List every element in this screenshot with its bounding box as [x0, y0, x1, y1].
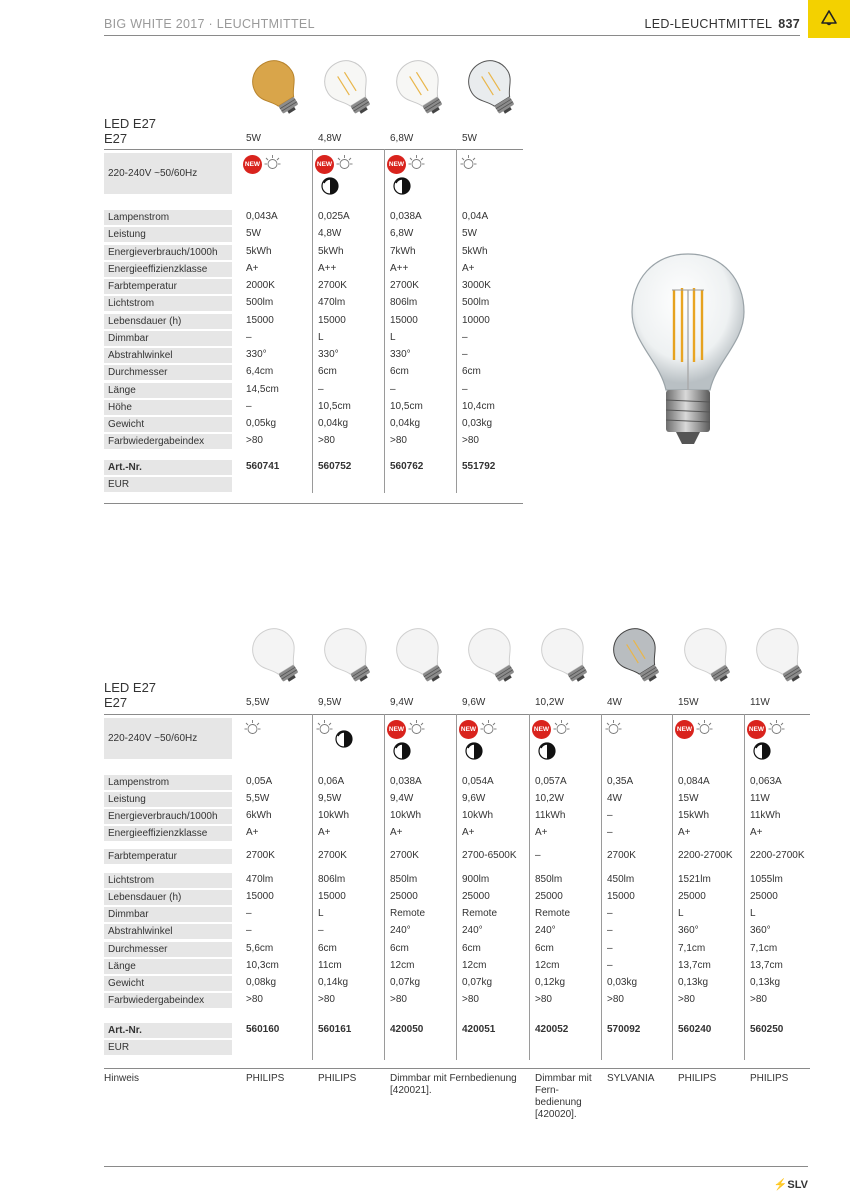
voltage-label: 220-240V ~50/60Hz: [104, 718, 232, 759]
watt-value: 5,5W: [246, 697, 270, 708]
spec-value: 0,038A: [390, 776, 422, 787]
spec-value: 6cm: [462, 366, 481, 377]
spec-value: 12cm: [535, 960, 560, 971]
dimmable-icon: [321, 177, 339, 195]
bolt-icon: ⚡: [773, 1179, 788, 1191]
dimmable-icon: [393, 177, 411, 195]
article-number: 420052: [535, 1024, 569, 1035]
watt-value: 5W: [246, 133, 261, 144]
light-angle-icon: [768, 719, 785, 736]
watt-value: 5W: [462, 133, 477, 144]
spec-value: 0,05kg: [246, 418, 277, 429]
spec-label: Abstrahlwinkel: [104, 924, 232, 939]
watt-value: 9,5W: [318, 697, 342, 708]
spec-value: –: [607, 908, 613, 919]
spec-value: A+: [390, 827, 403, 838]
spec-label: Farbwiedergabeindex: [104, 434, 232, 449]
spec-value: >80: [607, 994, 624, 1005]
spec-value: 330°: [318, 349, 339, 360]
spec-value: 6cm: [318, 943, 337, 954]
spec-value: 0,084A: [678, 776, 710, 787]
light-angle-icon: [244, 719, 261, 736]
light-angle-icon: [553, 719, 570, 736]
product-bulb-image: [607, 624, 669, 686]
article-number: 560161: [318, 1024, 352, 1035]
new-badge: NEW: [387, 155, 406, 174]
spec-label: Energieverbrauch/1000h: [104, 809, 232, 824]
spec-label: Lampenstrom: [104, 210, 232, 225]
spec-value: 5kWh: [246, 246, 272, 257]
column-divider: [312, 714, 313, 1060]
spec-value: 10kWh: [318, 810, 350, 821]
spec-label: Durchmesser: [104, 942, 232, 957]
spec-value: >80: [390, 435, 407, 446]
spec-label: Durchmesser: [104, 365, 232, 380]
hero-bulb-image: [628, 250, 748, 448]
column-divider: [456, 149, 457, 493]
spec-value: 2700K: [318, 280, 347, 291]
catalog-section-title: BIG WHITE 2017 · LEUCHTMITTEL: [104, 17, 315, 31]
price-label: EUR: [104, 1040, 232, 1055]
spec-value: 470lm: [318, 297, 346, 308]
spec-value: 2700K: [390, 280, 419, 291]
spec-value: 15000: [318, 315, 346, 326]
spec-value: 2200-2700K: [750, 850, 805, 861]
hint-text: Dimmbar mit Fernbedienung [420021].: [390, 1073, 517, 1096]
watt-value: 4,8W: [318, 133, 342, 144]
spec-label: Abstrahlwinkel: [104, 348, 232, 363]
watt-value: 15W: [678, 697, 699, 708]
spec-value: 360°: [678, 925, 699, 936]
light-angle-icon: [460, 154, 477, 171]
spec-value: 330°: [246, 349, 267, 360]
spec-value: –: [462, 384, 468, 395]
spec-value: 0,054A: [462, 776, 494, 787]
column-divider: [384, 714, 385, 1060]
spec-value: 15000: [390, 315, 418, 326]
spec-value: 12cm: [462, 960, 487, 971]
spec-value: 2700K: [607, 850, 636, 861]
spec-value: 10,3cm: [246, 960, 279, 971]
brand-logo: [774, 1178, 808, 1191]
spec-value: 6,4cm: [246, 366, 274, 377]
spec-value: >80: [462, 435, 479, 446]
product-bulb-image: [750, 624, 812, 686]
light-angle-icon: [696, 719, 713, 736]
spec-value: 5,6cm: [246, 943, 274, 954]
spec-value: L: [750, 908, 756, 919]
light-angle-icon: [408, 154, 425, 171]
column-divider: [529, 714, 530, 1060]
spec-value: 25000: [535, 891, 563, 902]
spec-value: 10,5cm: [390, 401, 423, 412]
dimmable-icon: [335, 730, 353, 748]
hint-label: Hinweis: [104, 1073, 140, 1084]
voltage-label: 220-240V ~50/60Hz: [104, 153, 232, 194]
new-badge: NEW: [459, 720, 478, 739]
dimmable-icon: [393, 742, 411, 760]
column-divider: [672, 714, 673, 1060]
spec-label: Farbtemperatur: [104, 849, 232, 864]
product-bulb-image: [246, 624, 308, 686]
column-divider: [601, 714, 602, 1060]
lamp-icon: [819, 9, 839, 27]
spec-value: 15000: [607, 891, 635, 902]
spec-value: –: [318, 384, 324, 395]
spec-value: 0,063A: [750, 776, 782, 787]
spec-value: 15W: [678, 793, 699, 804]
product-socket: E27: [104, 695, 128, 710]
spec-value: A++: [318, 263, 337, 274]
spec-value: 6cm: [390, 366, 409, 377]
table-top-rule: [104, 149, 523, 150]
spec-value: 240°: [390, 925, 411, 936]
spec-value: 11kWh: [750, 810, 781, 821]
spec-value: 5W: [462, 228, 477, 239]
spec-value: 2700-6500K: [462, 850, 517, 861]
new-badge: NEW: [532, 720, 551, 739]
article-number: 551792: [462, 461, 496, 472]
spec-value: 15kWh: [678, 810, 710, 821]
spec-value: 0,06A: [318, 776, 345, 787]
spec-value: A+: [318, 827, 331, 838]
spec-value: –: [246, 908, 252, 919]
brand-text: SLV: [787, 1179, 808, 1191]
watt-value: 11W: [750, 697, 770, 708]
product-socket: E27: [104, 131, 128, 146]
spec-value: 10000: [462, 315, 490, 326]
product-bulb-image: [318, 624, 380, 686]
spec-value: 25000: [750, 891, 778, 902]
spec-label: Farbtemperatur: [104, 279, 232, 294]
spec-label: Leistung: [104, 792, 232, 807]
spec-value: 11W: [750, 793, 770, 804]
spec-label: Lebensdauer (h): [104, 890, 232, 905]
column-divider: [456, 714, 457, 1060]
spec-value: >80: [750, 994, 767, 1005]
spec-value: 330°: [390, 349, 411, 360]
hint-text: SYLVANIA: [607, 1073, 655, 1084]
spec-value: 360°: [750, 925, 771, 936]
hint-text: PHILIPS: [318, 1073, 357, 1084]
spec-value: A+: [246, 827, 259, 838]
spec-value: >80: [678, 994, 695, 1005]
spec-value: 10kWh: [462, 810, 494, 821]
article-number-label: Art.-Nr.: [104, 460, 232, 475]
hint-text: PHILIPS: [750, 1073, 789, 1084]
spec-label: Länge: [104, 959, 232, 974]
product-table-1: [104, 50, 524, 510]
spec-value: 0,04A: [462, 211, 489, 222]
spec-value: 850lm: [390, 874, 418, 885]
spec-value: 6cm: [535, 943, 554, 954]
hint-text: PHILIPS: [246, 1073, 285, 1084]
spec-value: –: [318, 925, 324, 936]
light-angle-icon: [316, 719, 333, 736]
spec-value: 15000: [246, 315, 274, 326]
light-angle-icon: [264, 154, 281, 171]
spec-label: Höhe: [104, 400, 232, 415]
spec-value: L: [678, 908, 684, 919]
spec-label: Farbwiedergabeindex: [104, 993, 232, 1008]
spec-value: A+: [535, 827, 548, 838]
spec-value: 14,5cm: [246, 384, 279, 395]
spec-value: 0,07kg: [390, 977, 421, 988]
spec-value: 0,04kg: [318, 418, 349, 429]
spec-value: –: [607, 943, 613, 954]
spec-value: Remote: [462, 908, 498, 919]
spec-value: 10,2W: [535, 793, 564, 804]
spec-label: Gewicht: [104, 417, 232, 432]
spec-value: A+: [750, 827, 763, 838]
spec-value: 4,8W: [318, 228, 342, 239]
spec-value: 240°: [462, 925, 483, 936]
spec-value: 10,4cm: [462, 401, 495, 412]
article-number: 420050: [390, 1024, 424, 1035]
spec-value: 5W: [246, 228, 261, 239]
spec-value: 0,12kg: [535, 977, 566, 988]
spec-value: 6kWh: [246, 810, 272, 821]
spec-label: Dimmbar: [104, 331, 232, 346]
spec-value: >80: [318, 994, 335, 1005]
product-title: LED E27: [104, 680, 157, 695]
spec-label: Lichtstrom: [104, 296, 232, 311]
spec-value: 500lm: [462, 297, 490, 308]
dimmable-icon: [753, 742, 771, 760]
spec-value: 15000: [318, 891, 346, 902]
spec-value: 1055lm: [750, 874, 783, 885]
spec-label: Energieverbrauch/1000h: [104, 245, 232, 260]
spec-value: 500lm: [246, 297, 274, 308]
product-bulb-image: [462, 56, 524, 118]
dimmable-icon: [538, 742, 556, 760]
spec-value: 5kWh: [462, 246, 488, 257]
watt-value: 10,2W: [535, 697, 564, 708]
spec-value: >80: [390, 994, 407, 1005]
spec-value: 450lm: [607, 874, 635, 885]
spec-value: >80: [535, 994, 552, 1005]
spec-value: 7,1cm: [750, 943, 778, 954]
spec-value: 0,038A: [390, 211, 422, 222]
spec-value: 7kWh: [390, 246, 416, 257]
spec-value: 0,025A: [318, 211, 350, 222]
article-number: 420051: [462, 1024, 496, 1035]
chapter-title: [645, 17, 801, 31]
article-number: 560752: [318, 461, 352, 472]
header-rule: [104, 35, 800, 36]
spec-value: 806lm: [390, 297, 418, 308]
spec-value: 6cm: [462, 943, 481, 954]
spec-value: 470lm: [246, 874, 274, 885]
light-angle-icon: [605, 719, 622, 736]
light-angle-icon: [336, 154, 353, 171]
spec-value: 0,14kg: [318, 977, 349, 988]
spec-value: 2200-2700K: [678, 850, 733, 861]
spec-value: 0,03kg: [607, 977, 638, 988]
spec-value: –: [246, 332, 252, 343]
spec-value: L: [390, 332, 396, 343]
spec-value: 4W: [607, 793, 622, 804]
spec-label: Lichtstrom: [104, 873, 232, 888]
spec-value: >80: [318, 435, 335, 446]
column-divider: [744, 714, 745, 1060]
spec-value: –: [390, 384, 396, 395]
watt-value: 4W: [607, 697, 622, 708]
price-label: EUR: [104, 477, 232, 492]
spec-value: 25000: [678, 891, 706, 902]
light-angle-icon: [408, 719, 425, 736]
spec-label: Dimmbar: [104, 907, 232, 922]
spec-value: 13,7cm: [678, 960, 711, 971]
spec-value: –: [607, 960, 613, 971]
product-bulb-image: [318, 56, 380, 118]
spec-value: –: [607, 925, 613, 936]
article-number: 560240: [678, 1024, 712, 1035]
spec-value: >80: [246, 994, 263, 1005]
article-number: 560250: [750, 1024, 784, 1035]
spec-label: Gewicht: [104, 976, 232, 991]
spec-value: 6,8W: [390, 228, 414, 239]
product-bulb-image: [390, 624, 452, 686]
product-bulb-image: [535, 624, 597, 686]
watt-value: 6,8W: [390, 133, 414, 144]
footer-rule: [104, 1166, 808, 1167]
spec-value: 7,1cm: [678, 943, 706, 954]
product-bulb-image: [462, 624, 524, 686]
watt-value: 9,6W: [462, 697, 486, 708]
new-badge: NEW: [675, 720, 694, 739]
table-bottom-rule: [104, 1068, 810, 1069]
spec-value: 3000K: [462, 280, 491, 291]
spec-value: >80: [246, 435, 263, 446]
spec-value: L: [318, 332, 324, 343]
spec-value: 9,5W: [318, 793, 342, 804]
product-table-2: [104, 620, 816, 1140]
spec-value: 12cm: [390, 960, 415, 971]
new-badge: NEW: [315, 155, 334, 174]
spec-label: Leistung: [104, 227, 232, 242]
spec-value: 0,03kg: [462, 418, 493, 429]
spec-value: 0,057A: [535, 776, 567, 787]
spec-value: 900lm: [462, 874, 490, 885]
spec-value: 2700K: [246, 850, 275, 861]
dimmable-icon: [465, 742, 483, 760]
spec-value: 0,13kg: [678, 977, 709, 988]
spec-value: 0,05A: [246, 776, 273, 787]
article-number: 560160: [246, 1024, 280, 1035]
spec-value: 13,7cm: [750, 960, 783, 971]
spec-value: A+: [678, 827, 691, 838]
spec-value: A+: [462, 827, 475, 838]
product-title: LED E27: [104, 116, 157, 131]
spec-value: 11cm: [318, 960, 342, 971]
spec-label: Länge: [104, 383, 232, 398]
spec-value: –: [462, 349, 468, 360]
spec-value: A++: [390, 263, 409, 274]
article-number-label: Art.-Nr.: [104, 1023, 232, 1038]
hint-text: PHILIPS: [678, 1073, 717, 1084]
watt-value: 9,4W: [390, 697, 414, 708]
spec-value: 10,5cm: [318, 401, 351, 412]
spec-value: –: [607, 810, 613, 821]
spec-value: 0,08kg: [246, 977, 277, 988]
hint-text: Dimmbar mit Fern- bedienung [420020].: [535, 1073, 592, 1120]
page-number: 837: [778, 17, 800, 31]
spec-value: 2000K: [246, 280, 275, 291]
spec-value: 10kWh: [390, 810, 422, 821]
spec-value: 15000: [246, 891, 274, 902]
spec-value: 850lm: [535, 874, 563, 885]
spec-value: 25000: [390, 891, 418, 902]
spec-value: 0,35A: [607, 776, 634, 787]
spec-value: Remote: [535, 908, 571, 919]
spec-value: 5kWh: [318, 246, 344, 257]
spec-value: L: [318, 908, 324, 919]
spec-value: A+: [462, 263, 475, 274]
new-badge: NEW: [747, 720, 766, 739]
column-divider: [312, 149, 313, 493]
spec-value: –: [462, 332, 468, 343]
spec-value: 0,13kg: [750, 977, 781, 988]
spec-value: 6cm: [390, 943, 409, 954]
product-bulb-image: [678, 624, 740, 686]
table-top-rule: [104, 714, 810, 715]
spec-value: 0,04kg: [390, 418, 421, 429]
chapter-name: LED-LEUCHTMITTEL: [644, 17, 773, 31]
spec-value: 806lm: [318, 874, 346, 885]
spec-value: 2700K: [318, 850, 347, 861]
spec-label: Lampenstrom: [104, 775, 232, 790]
spec-value: –: [607, 827, 613, 838]
product-bulb-image: [246, 56, 308, 118]
spec-value: 25000: [462, 891, 490, 902]
spec-value: 9,4W: [390, 793, 414, 804]
product-bulb-image: [390, 56, 452, 118]
spec-value: –: [246, 401, 252, 412]
spec-label: Energieeffizienzklasse: [104, 826, 232, 841]
spec-label: Lebensdauer (h): [104, 314, 232, 329]
spec-value: 0,07kg: [462, 977, 493, 988]
spec-value: –: [535, 850, 541, 861]
article-number: 560741: [246, 461, 280, 472]
spec-value: 6cm: [318, 366, 337, 377]
spec-value: 11kWh: [535, 810, 566, 821]
table-bottom-rule: [104, 503, 523, 504]
spec-value: –: [246, 925, 252, 936]
spec-value: 5,5W: [246, 793, 270, 804]
light-angle-icon: [480, 719, 497, 736]
article-number: 560762: [390, 461, 424, 472]
new-badge: NEW: [243, 155, 262, 174]
spec-value: Remote: [390, 908, 426, 919]
spec-value: 240°: [535, 925, 556, 936]
article-number: 570092: [607, 1024, 641, 1035]
spec-value: A+: [246, 263, 259, 274]
spec-label: Energieeffizienzklasse: [104, 262, 232, 277]
spec-value: 0,043A: [246, 211, 278, 222]
column-divider: [384, 149, 385, 493]
chapter-tab: [808, 0, 850, 38]
spec-value: 2700K: [390, 850, 419, 861]
spec-value: >80: [462, 994, 479, 1005]
new-badge: NEW: [387, 720, 406, 739]
spec-value: 9,6W: [462, 793, 486, 804]
spec-value: 1521lm: [678, 874, 711, 885]
